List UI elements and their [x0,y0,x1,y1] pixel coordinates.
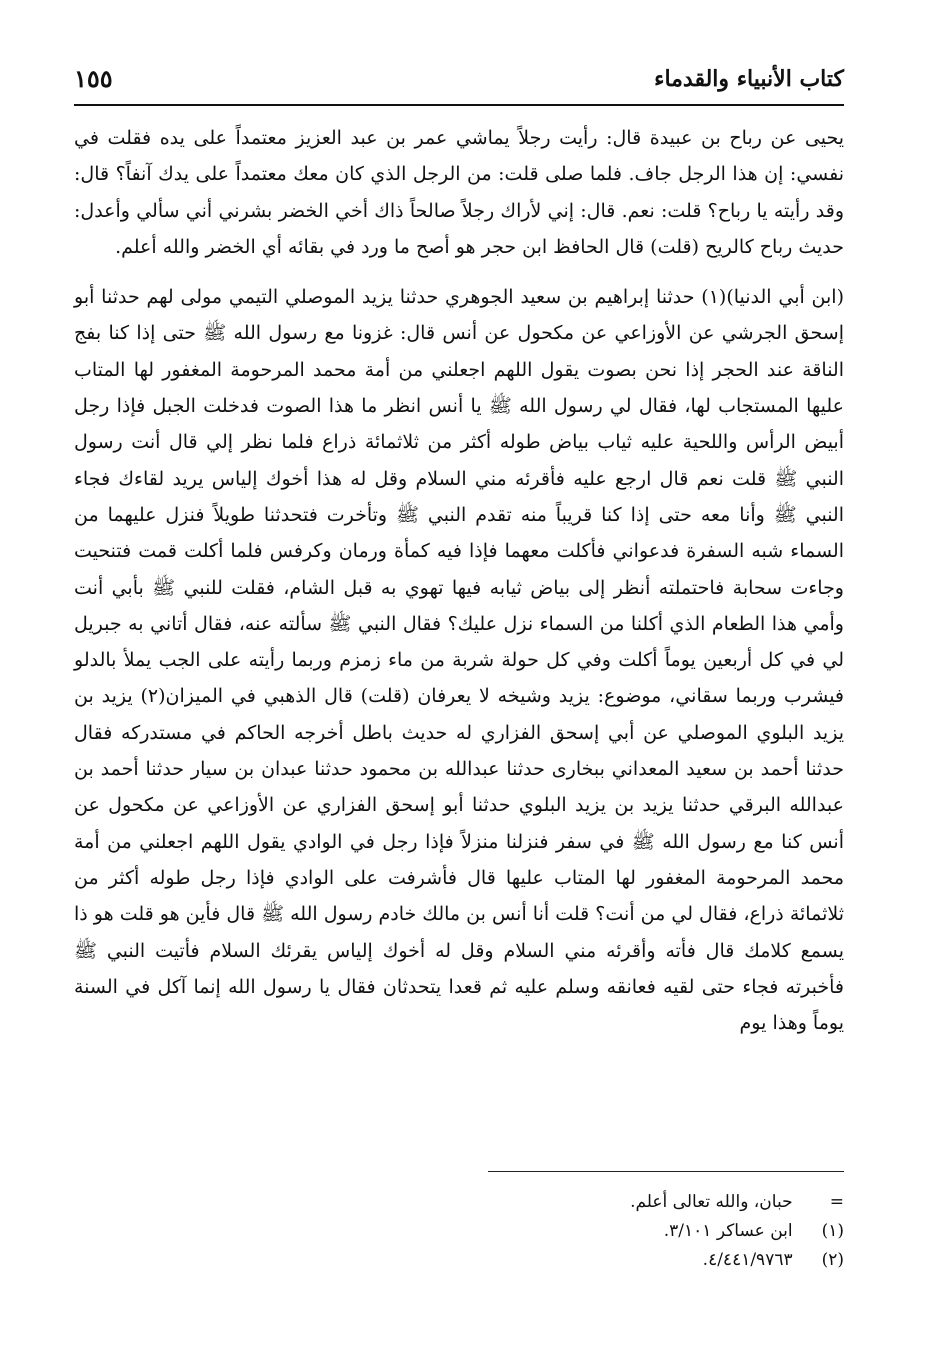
page-number: ١٥٥ [74,64,113,93]
footnote-text: حبان، والله تعالى أعلم. [630,1192,793,1212]
footnote-mark: (١) [821,1221,844,1241]
header-divider [74,104,844,106]
footnote-text: ٤/٤٤١/٩٧٦٣. [702,1250,793,1270]
running-header [74,58,844,102]
footnote-item [74,1217,844,1246]
footnote-mark: (٢) [821,1250,844,1270]
paragraph: يحيى عن رباح بن عبيدة قال: رأيت رجلاً يماشي عمر بن عبد العزيز معتمداً على يده فقلت في نفسي: إن هذا الرجل جاف. فلما صلى قلت: من الرجل الذي كان معك معتمداً على يدك آنفاً؟ قال: وقد رأيته يا رباح؟ قلت: نعم. قال: إني لأراك رجلاً صالحاً ذاك أخي الخضر بشرني أني سألي وأعدل: حديث رباح كالريح (قلت) قال الحافظ ابن حجر هو أصح ما ورد في بقائه أي الخضر والله أعلم. [74,127,844,258]
footnotes [74,1188,844,1275]
main-text [74,120,844,1041]
footnote-item [74,1188,844,1217]
footnote-text: ابن عساكر ٣/١٠١. [663,1221,793,1241]
footnote-item [74,1246,844,1275]
footnote-mark: = [829,1192,844,1212]
footnote-divider [488,1171,844,1172]
book-title: كتاب الأنبياء والقدماء [654,66,844,92]
paragraph: (ابن أبي الدنيا)(١) حدثنا إبراهيم بن سعيد الجوهري حدثنا يزيد الموصلي التيمي مولى لهم حدثنا أبو إسحق الجرشي عن الأوزاعي عن مكحول عن أنس قال: غزونا مع رسول الله ﷺ حتى إذا كنا بفج الناقة عند الحجر إذا نحن بصوت يقول اللهم اجعلني من أمة محمد المرحومة المغفور لها المتاب عليها المستجاب لها، فقال لي رسول الله ﷺ يا أنس انظر ما هذا الصوت فدخلت الجبل فإذا رجل أبيض الرأس واللحية عليه ثياب بياض طوله أكثر من ثلاثمائة ذراع فلما نظر إلي قال أنت رسول النبي ﷺ قلت نعم قال ارجع عليه فأقرئه مني السلام وقل له هذا أخوك إلياس يريد لقاءك فجاء النبي ﷺ وأنا معه حتى إذا كنا قريباً منه تقدم النبي ﷺ وتأخرت فتحدثنا طويلاً فنزل عليهما من السماء شبه السفرة فدعواني فأكلت معهما فإذا فيه كمأة ورمان وكرفس فلما أكلت قمت فتنحيت وجاءت سحابة فاحتملته أنظر إلى بياض ثيابه فيها تهوي به قبل الشام، فقلت للنبي ﷺ بأبي أنت وأمي هذا الطعام الذي أكلنا من السماء نزل عليك؟ فقال النبي ﷺ سألته عنه، فقال أتاني به جبريل لي في كل أربعين يوماً أكلت وفي كل حولة شربة من ماء زمزم وربما رأيته على الجب يملأ بالدلو فيشرب وربما سقاني، موضوع: يزيد وشيخه لا يعرفان (قلت) قال الذهبي في الميزان(٢) يزيد بن يزيد البلوي الموصلي عن أبي إسحق الفزاري له حديث باطل أخرجه الحاكم في مستدركه فقال حدثنا أحمد بن سعيد المعداني ببخارى حدثنا عبدالله بن محمود حدثنا عبدان بن سيار حدثنا أحمد بن عبدالله البرقي حدثنا يزيد بن يزيد البلوي حدثنا أبو إسحق الفزاري عن الأوزاعي عن مكحول عن أنس كنا مع رسول الله ﷺ في سفر فنزلنا منزلاً فإذا رجل في الوادي يقول اللهم اجعلني من أمة محمد المرحومة المغفور لها المتاب عليها قال فأشرفت على الوادي فإذا رجل طوله أكثر من ثلاثمائة ذراع، فقال لي من أنت؟ قلت أنا أنس بن مالك خادم رسول الله ﷺ قال فأين هو قلت هو ذا يسمع كلامك قال فأته وأقرئه مني السلام وقل له أخوك إلياس يقرئك السلام فأتيت النبي ﷺ فأخبرته فجاء حتى لقيه فعانقه وسلم عليه ثم قعدا يتحدثان فقال يا رسول الله إنما آكل في السنة يوماً وهذا يوم [74,286,845,1035]
